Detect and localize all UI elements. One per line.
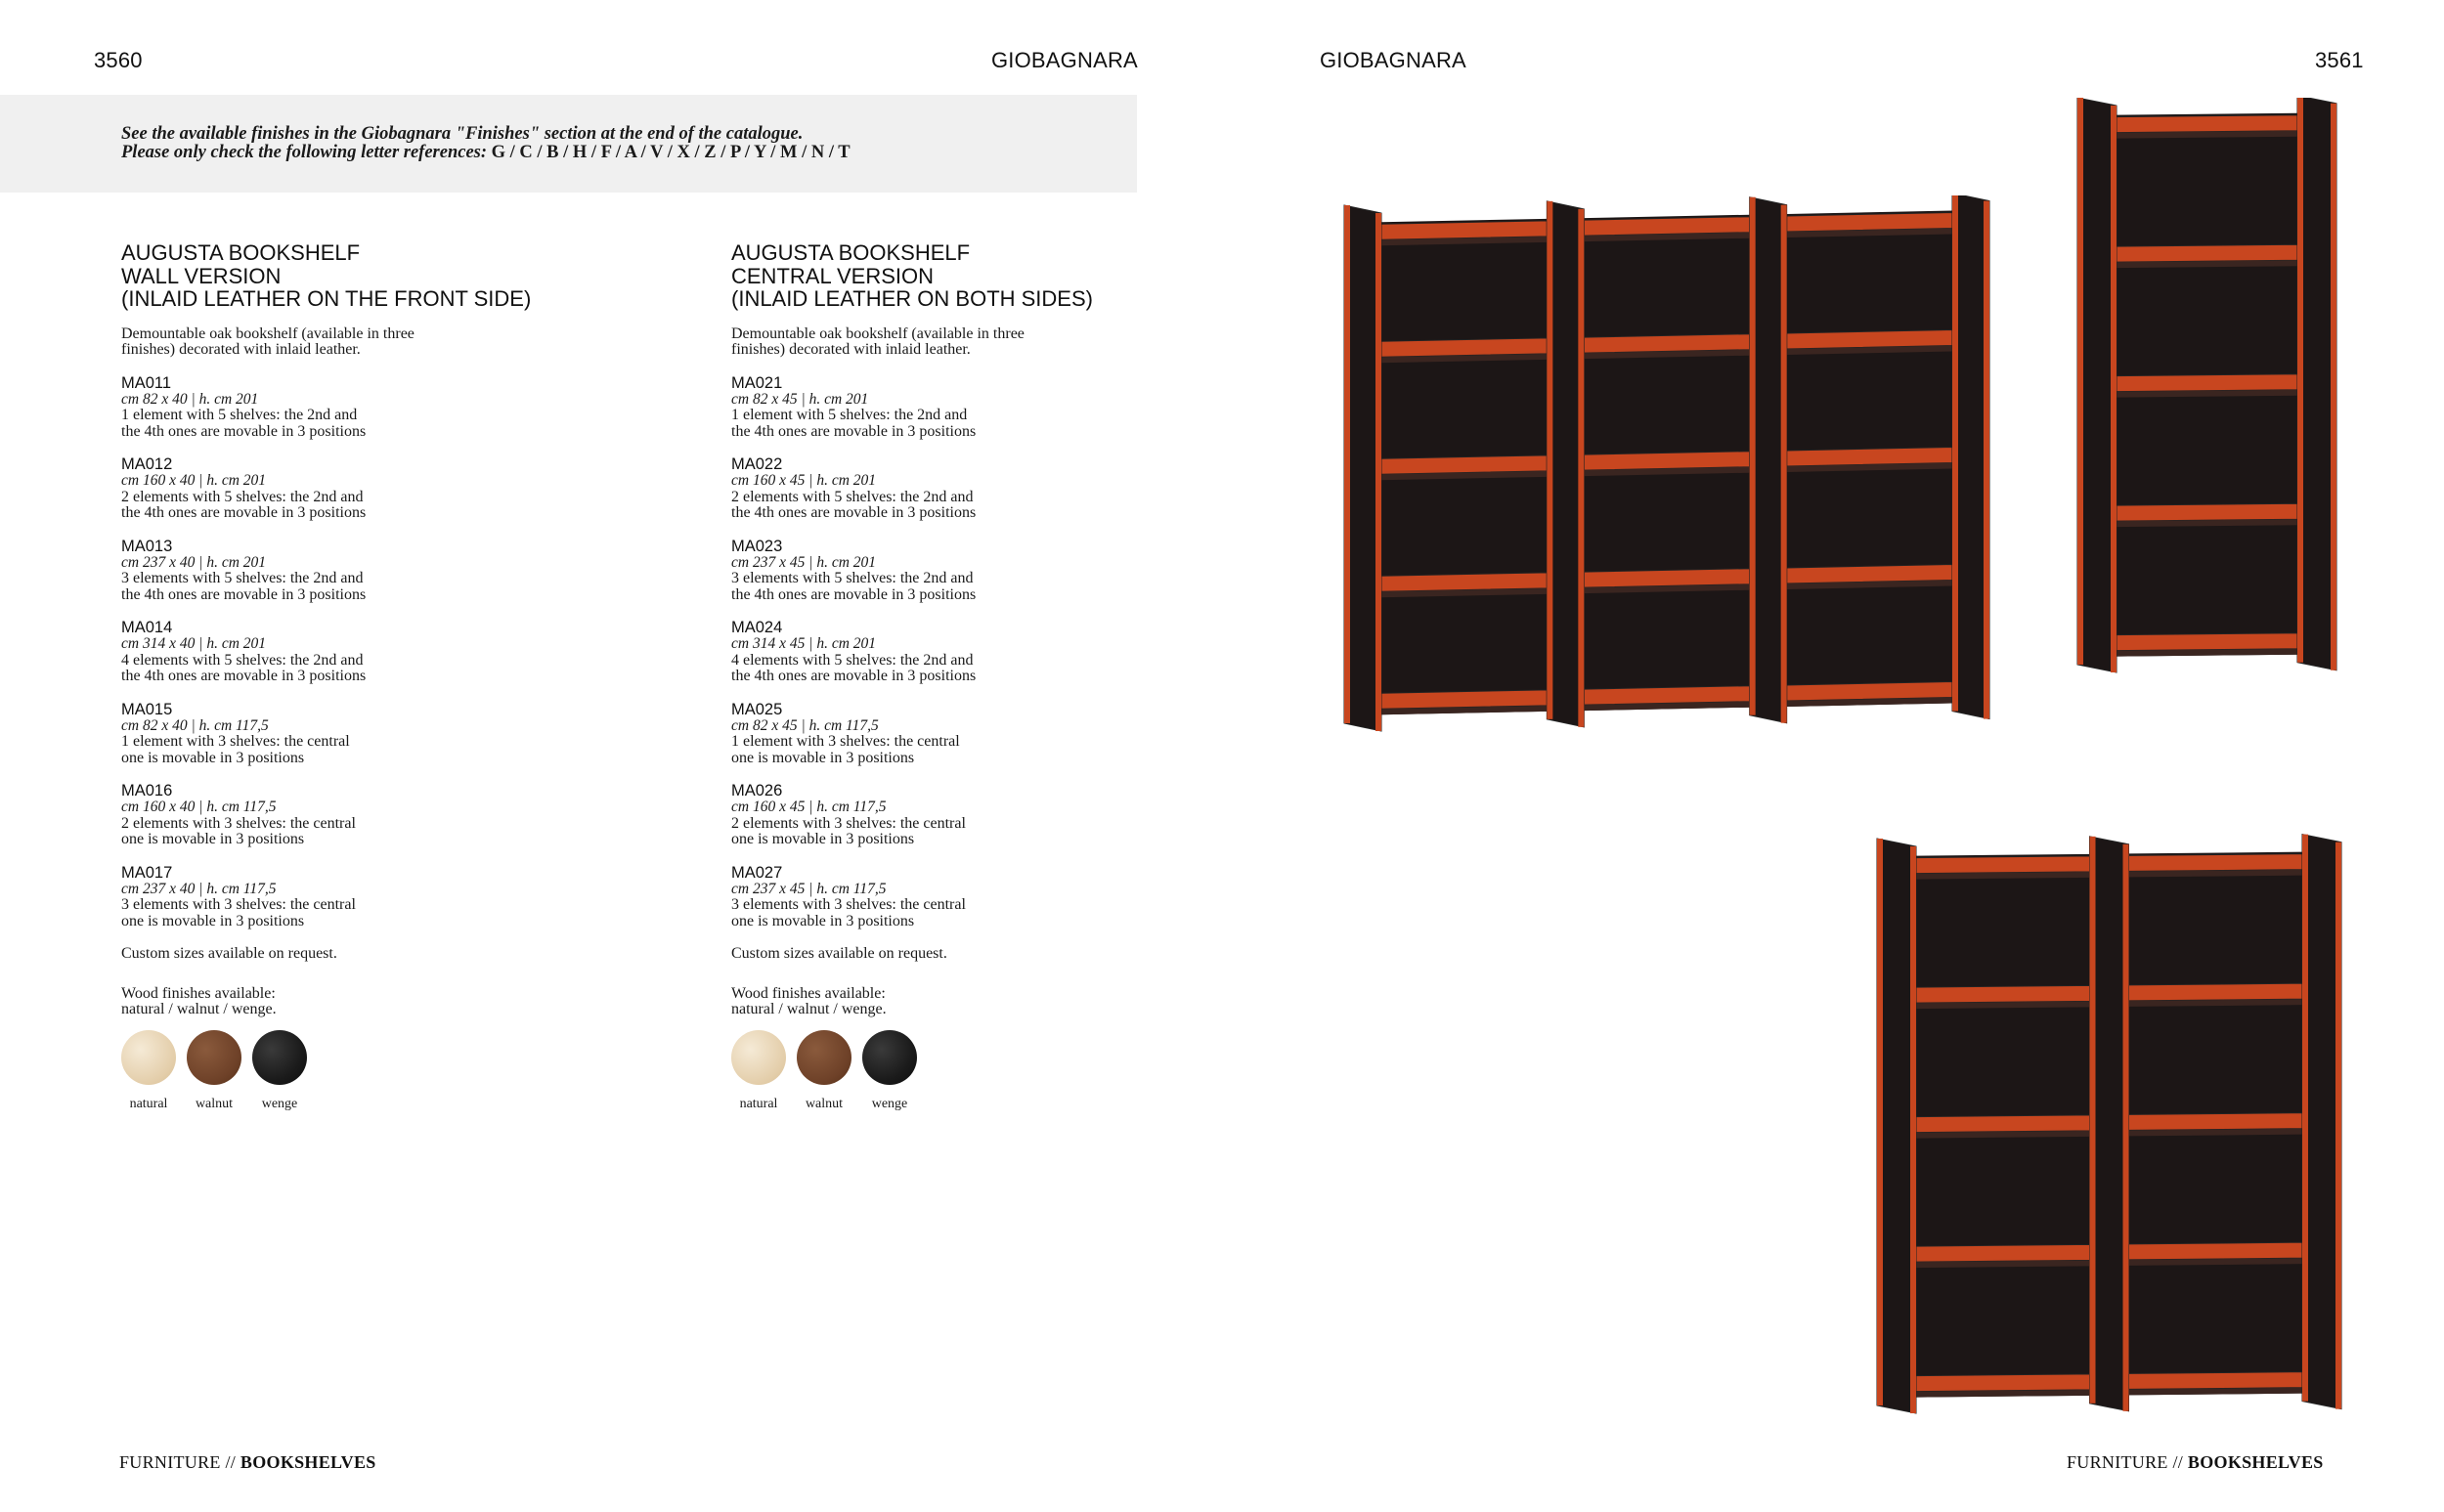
variant-description: 1 element with 5 shelves: the 2nd and — [731, 407, 968, 423]
post-leather-edge — [1375, 213, 1381, 731]
finishes-line: Wood finishes available: — [121, 984, 276, 1002]
description-line: finishes) decorated with inlaid leather. — [121, 341, 361, 358]
product-variant — [121, 702, 630, 767]
shelf-board — [1916, 1374, 2090, 1392]
product-variant — [731, 702, 1240, 767]
swatch-natural — [121, 1030, 176, 1111]
product-dimensions: cm 160 x 40 | h. cm 117,5 — [121, 799, 277, 815]
shelf-board — [2117, 374, 2297, 392]
shelf-board — [1787, 330, 1952, 349]
product-code: MA015 — [121, 700, 173, 718]
shelf-board — [1584, 217, 1749, 236]
variant-description: the 4th ones are movable in 3 positions — [731, 422, 977, 440]
description-line: Demountable oak bookshelf (available in three — [731, 324, 1025, 342]
finishes-notice — [0, 95, 1137, 193]
shelf-board — [1381, 690, 1547, 709]
bookshelf-image-two-bay — [1872, 829, 2351, 1425]
wood-finishes-label — [121, 986, 630, 1018]
shelf-board — [1787, 448, 1952, 466]
swatch-wenge — [862, 1030, 917, 1111]
product-variant — [731, 456, 1240, 522]
post-leather-edge — [2302, 835, 2308, 1402]
product-dimensions: cm 82 x 40 | h. cm 201 — [121, 390, 259, 408]
footer-left — [119, 1452, 376, 1473]
post-leather-edge — [1877, 839, 1883, 1405]
product-variant — [731, 539, 1240, 604]
page-number-right: 3561 — [2315, 48, 2364, 72]
swatch-circle — [797, 1030, 851, 1085]
finish-swatches — [121, 1030, 630, 1111]
variant-description: 3 elements with 5 shelves: the 2nd and — [731, 570, 974, 586]
post-leather-edge — [1910, 846, 1916, 1413]
shelf-board — [2129, 1372, 2303, 1390]
variant-description: 4 elements with 5 shelves: the 2nd and — [121, 651, 364, 669]
swatch-label: walnut — [805, 1096, 844, 1111]
shelf-board — [1916, 985, 2090, 1003]
variant-description: the 4th ones are movable in 3 positions — [731, 585, 977, 603]
finishes-line: natural / walnut / wenge. — [731, 1001, 887, 1017]
post-leather-edge — [1344, 205, 1350, 723]
shelf-board — [2129, 854, 2303, 872]
product-dimensions: cm 160 x 40 | h. cm 201 — [121, 472, 267, 489]
product-variant — [731, 620, 1240, 685]
variant-description: 1 element with 3 shelves: the central — [731, 733, 960, 750]
product-dimensions: cm 160 x 45 | h. cm 201 — [731, 472, 877, 489]
post-leather-edge — [1984, 201, 1989, 719]
product-code: MA017 — [121, 863, 173, 882]
shelf-board — [1584, 686, 1749, 705]
product-dimensions: cm 314 x 40 | h. cm 201 — [121, 635, 267, 652]
shelf-board — [1381, 338, 1547, 357]
title-line: (INLAID LEATHER ON THE FRONT SIDE) — [121, 286, 532, 311]
shelf-board — [2129, 1113, 2303, 1131]
swatch-label: natural — [129, 1096, 168, 1111]
swatch-circle — [731, 1030, 786, 1085]
swatch-label: natural — [739, 1096, 778, 1111]
shelf-board — [1584, 334, 1749, 353]
product-title — [121, 241, 630, 311]
swatch-wenge — [252, 1030, 307, 1111]
shelf-board — [2129, 983, 2303, 1001]
post-leather-edge — [1750, 197, 1756, 715]
title-line: AUGUSTA BOOKSHELF — [121, 240, 361, 265]
variant-description: 2 elements with 5 shelves: the 2nd and — [731, 488, 974, 505]
variant-description: the 4th ones are movable in 3 positions — [121, 585, 367, 603]
custom-sizes-note: Custom sizes available on request. — [731, 945, 947, 962]
footer-section: BOOKSHELVES — [2187, 1452, 2324, 1472]
shelf-board — [1584, 569, 1749, 587]
post-leather-edge — [1952, 195, 1958, 712]
product-dimensions: cm 237 x 45 | h. cm 117,5 — [731, 880, 887, 897]
shelf-board — [2117, 633, 2297, 651]
footer-section: BOOKSHELVES — [240, 1452, 376, 1472]
variant-description: 2 elements with 3 shelves: the central — [731, 814, 966, 832]
notice-line-2 — [121, 144, 851, 162]
product-code: MA013 — [121, 537, 173, 555]
product-dimensions: cm 82 x 45 | h. cm 201 — [731, 390, 869, 408]
post-leather-edge — [2335, 842, 2341, 1409]
variant-description: one is movable in 3 positions — [121, 749, 305, 766]
product-code: MA014 — [121, 619, 173, 636]
product-code: MA026 — [731, 782, 783, 799]
variant-description: the 4th ones are movable in 3 positions — [731, 668, 977, 684]
shelf-board — [2117, 244, 2297, 262]
post-leather-edge — [1781, 205, 1787, 723]
product-variant — [121, 456, 630, 522]
variant-description: 3 elements with 5 shelves: the 2nd and — [121, 570, 364, 586]
variant-description: 3 elements with 3 shelves: the central — [731, 896, 966, 913]
product-variant — [121, 783, 630, 848]
description-line: Demountable oak bookshelf (available in three — [121, 324, 415, 342]
post-leather-edge — [2123, 844, 2129, 1411]
swatch-circle — [187, 1030, 241, 1085]
variant-description: 1 element with 3 shelves: the central — [121, 733, 350, 750]
product-code: MA016 — [121, 782, 173, 799]
product-dimensions: cm 314 x 45 | h. cm 201 — [731, 635, 877, 652]
brand-left: GIOBAGNARA — [991, 48, 1138, 72]
variant-description: one is movable in 3 positions — [731, 912, 915, 929]
variant-description: 4 elements with 5 shelves: the 2nd and — [731, 651, 974, 669]
product-variant — [121, 620, 630, 685]
notice-line-1: See the available finishes in the Giobagnara "Finishes" section at the end of the catalogue. — [121, 124, 804, 144]
shelf-board — [1787, 565, 1952, 583]
post-leather-edge — [1578, 209, 1584, 727]
shelf-board — [1787, 213, 1952, 232]
variant-description: the 4th ones are movable in 3 positions — [731, 504, 977, 521]
footer-right — [2067, 1452, 2324, 1473]
brand-right: GIOBAGNARA — [1320, 48, 1466, 72]
finishes-line: Wood finishes available: — [731, 984, 886, 1002]
product-dimensions: cm 82 x 45 | h. cm 117,5 — [731, 716, 879, 734]
swatch-circle — [862, 1030, 917, 1085]
variant-description: the 4th ones are movable in 3 positions — [121, 504, 367, 521]
swatch-label: wenge — [871, 1096, 908, 1111]
product-variant — [121, 375, 630, 441]
variant-description: one is movable in 3 positions — [731, 831, 915, 847]
post-leather-edge — [2331, 104, 2336, 670]
finishes-line: natural / walnut / wenge. — [121, 1001, 277, 1017]
post-leather-edge — [1547, 201, 1552, 719]
shelf-board — [1787, 682, 1952, 701]
shelf-board — [1381, 221, 1547, 239]
product-variant — [731, 375, 1240, 441]
product-variant — [121, 865, 630, 930]
title-line: AUGUSTA BOOKSHELF — [731, 240, 971, 265]
shelf-board — [1916, 1244, 2090, 1262]
variant-description: the 4th ones are movable in 3 positions — [121, 422, 367, 440]
swatch-circle — [121, 1030, 176, 1085]
swatch-walnut — [187, 1030, 241, 1111]
product-variant — [121, 539, 630, 604]
bookshelf-image-single-bay — [2073, 98, 2346, 694]
custom-sizes-note: Custom sizes available on request. — [121, 945, 337, 962]
product-dimensions: cm 237 x 45 | h. cm 201 — [731, 553, 877, 571]
page-number-left: 3560 — [94, 48, 143, 72]
column-wall-version — [121, 241, 630, 1111]
swatch-natural — [731, 1030, 786, 1111]
product-dimensions: cm 160 x 45 | h. cm 117,5 — [731, 799, 887, 815]
product-variant — [731, 865, 1240, 930]
post-leather-edge — [2297, 98, 2303, 663]
swatch-label: walnut — [195, 1096, 234, 1111]
product-code: MA027 — [731, 863, 783, 882]
product-description — [731, 326, 1103, 359]
shelf-board — [1584, 452, 1749, 470]
title-line: WALL VERSION — [121, 263, 282, 288]
variant-description: 2 elements with 3 shelves: the central — [121, 814, 356, 832]
shelf-board — [2117, 115, 2297, 133]
swatch-circle — [252, 1030, 307, 1085]
post-leather-edge — [2077, 98, 2083, 665]
shelf-board — [2117, 503, 2297, 521]
product-code: MA024 — [731, 619, 783, 636]
column-central-version — [731, 241, 1240, 1111]
product-dimensions: cm 237 x 40 | h. cm 117,5 — [121, 880, 277, 897]
bookshelf-image-three-bay — [1339, 195, 2004, 782]
title-line: CENTRAL VERSION — [731, 263, 935, 288]
variant-description: one is movable in 3 positions — [121, 831, 305, 847]
product-title — [731, 241, 1240, 311]
post-leather-edge — [2111, 106, 2117, 672]
product-description — [121, 326, 493, 359]
notice-prefix: Please only check the following letter references: — [121, 142, 492, 162]
product-dimensions: cm 82 x 40 | h. cm 117,5 — [121, 716, 269, 734]
product-code: MA025 — [731, 700, 783, 718]
swatch-walnut — [797, 1030, 851, 1111]
title-line: (INLAID LEATHER ON BOTH SIDES) — [731, 286, 1093, 311]
product-dimensions: cm 237 x 40 | h. cm 201 — [121, 553, 267, 571]
shelf-board — [1381, 455, 1547, 474]
product-code: MA012 — [121, 455, 173, 473]
variant-description: one is movable in 3 positions — [121, 912, 305, 929]
description-line: finishes) decorated with inlaid leather. — [731, 341, 971, 358]
variant-description: 2 elements with 5 shelves: the 2nd and — [121, 488, 364, 505]
variant-description: 1 element with 5 shelves: the 2nd and — [121, 407, 358, 423]
footer-category: FURNITURE // — [2067, 1452, 2188, 1472]
finish-swatches — [731, 1030, 1240, 1111]
footer-category: FURNITURE // — [119, 1452, 240, 1472]
post-leather-edge — [2090, 837, 2096, 1404]
product-code: MA021 — [731, 373, 783, 392]
shelf-board — [1916, 856, 2090, 874]
variant-description: the 4th ones are movable in 3 positions — [121, 668, 367, 684]
wood-finishes-label — [731, 986, 1240, 1018]
product-code: MA023 — [731, 537, 783, 555]
variant-description: one is movable in 3 positions — [731, 749, 915, 766]
product-variant — [731, 783, 1240, 848]
product-code: MA022 — [731, 455, 783, 473]
product-code: MA011 — [121, 373, 172, 392]
shelf-board — [1381, 573, 1547, 591]
shelf-board — [1916, 1115, 2090, 1133]
shelf-board — [2129, 1242, 2303, 1260]
letter-references: G / C / B / H / F / A / V / X / Z / P / Y / M / N / T — [491, 142, 851, 162]
variant-description: 3 elements with 3 shelves: the central — [121, 896, 356, 913]
swatch-label: wenge — [261, 1096, 298, 1111]
